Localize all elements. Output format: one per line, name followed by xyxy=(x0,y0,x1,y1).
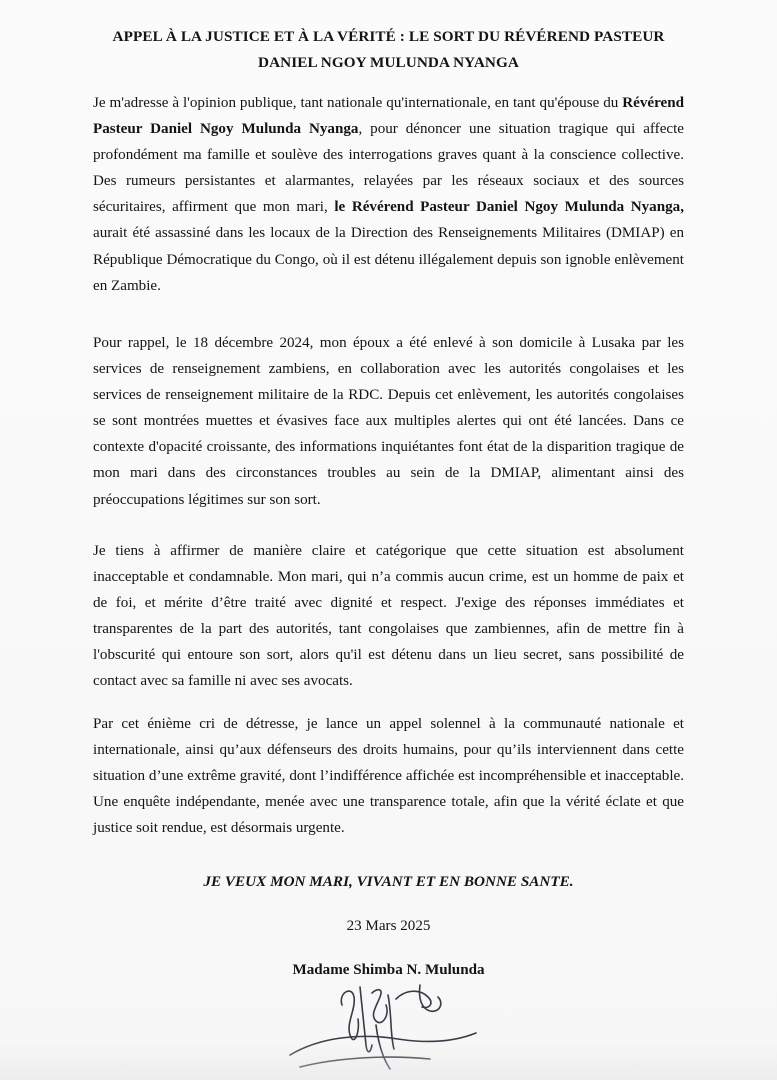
paragraph-1-text-a: Je m'adresse à l'opinion publique, tant nationale qu'internationale, en tant qu'épouse du xyxy=(93,95,623,111)
bottom-page-shadow xyxy=(0,1040,777,1080)
letter-date: 23 Mars 2025 xyxy=(346,918,431,934)
pastor-name-bold-2: le Révérend Pasteur Daniel Ngoy Mulunda Nyanga, xyxy=(334,199,684,216)
paragraph-appeal: Par cet énième cri de détresse, je lance un appel solennel à la communauté nationale et internationale, ainsi qu’aux défenseurs des droits humains, pour qu’ils interviennent dans cette situation d’une extrême gravité, dont l’indifférence affichée est incompréhensible et inacceptable. Une enquête indépendante, menée avec une transparence totale, afin que la vérité éclate et que justice soit rendue, est désormais urgente. xyxy=(93,716,684,837)
paragraph-1-text-c: aurait été assassiné dans les locaux de la Direction des Renseignements Militaires (DMIAP) en République Démocratique du Congo, où il est détenu illégalement depuis son ignoble enlèvement en Zambie. xyxy=(93,225,684,294)
paragraph-reminder: Pour rappel, le 18 décembre 2024, mon époux a été enlevé à son domicile à Lusaka par les services de renseignement zambiens, en collaboration avec les autorités congolaises et les services de renseignement militaire de la RDC. Depuis cet enlèvement, les autorités congolaises se sont montrées muettes et évasives face aux multiples alertes qui ont été lancées. Dans ce contexte d'opacité croissante, des informations inquiétantes font état de la disparition tragique de mon mari dans des circonstances troubles au sein de la DMIAP, alimentant ainsi des préoccupations légitimes sur son sort. xyxy=(93,335,684,508)
paragraph-1-text-b: , pour dénoncer une situation tragique qui affecte profondément ma famille et soulève des interrogations graves quant à la conscience collective. Des rumeurs persistantes et alarmantes, relayées par les réseaux sociaux et des sources sécuritaires, affirment que mon mari, xyxy=(93,121,684,216)
paragraph-introduction xyxy=(93,90,684,299)
signer-name: Madame Shimba N. Mulunda xyxy=(292,962,485,978)
closing-slogan: JE VEUX MON MARI, VIVANT ET EN BONNE SANTE. xyxy=(203,873,574,890)
pastor-name-bold: Révérend Pasteur Daniel Ngoy Mulunda Nyanga xyxy=(93,95,684,138)
document-title-line-1: APPEL À LA JUSTICE ET À LA VÉRITÉ : LE SORT DU RÉVÉREND PASTEUR xyxy=(112,28,665,45)
document-title-line-2: DANIEL NGOY MULUNDA NYANGA xyxy=(258,54,519,71)
paragraph-demand: Je tiens à affirmer de manière claire et catégorique que cette situation est absolument inacceptable et condamnable. Mon mari, qui n’a commis aucun crime, est un homme de paix et de foi, et mérite d’être traité avec dignité et respect. J'exige des réponses immédiates et transparentes de la part des autorités, tant congolaises que zambiennes, afin de mettre fin à l'obscurité qui entoure son sort, alors qu'il est détenu dans un lieu secret, sans possibilité de contact avec sa famille ni avec ses avocats. xyxy=(93,543,684,690)
